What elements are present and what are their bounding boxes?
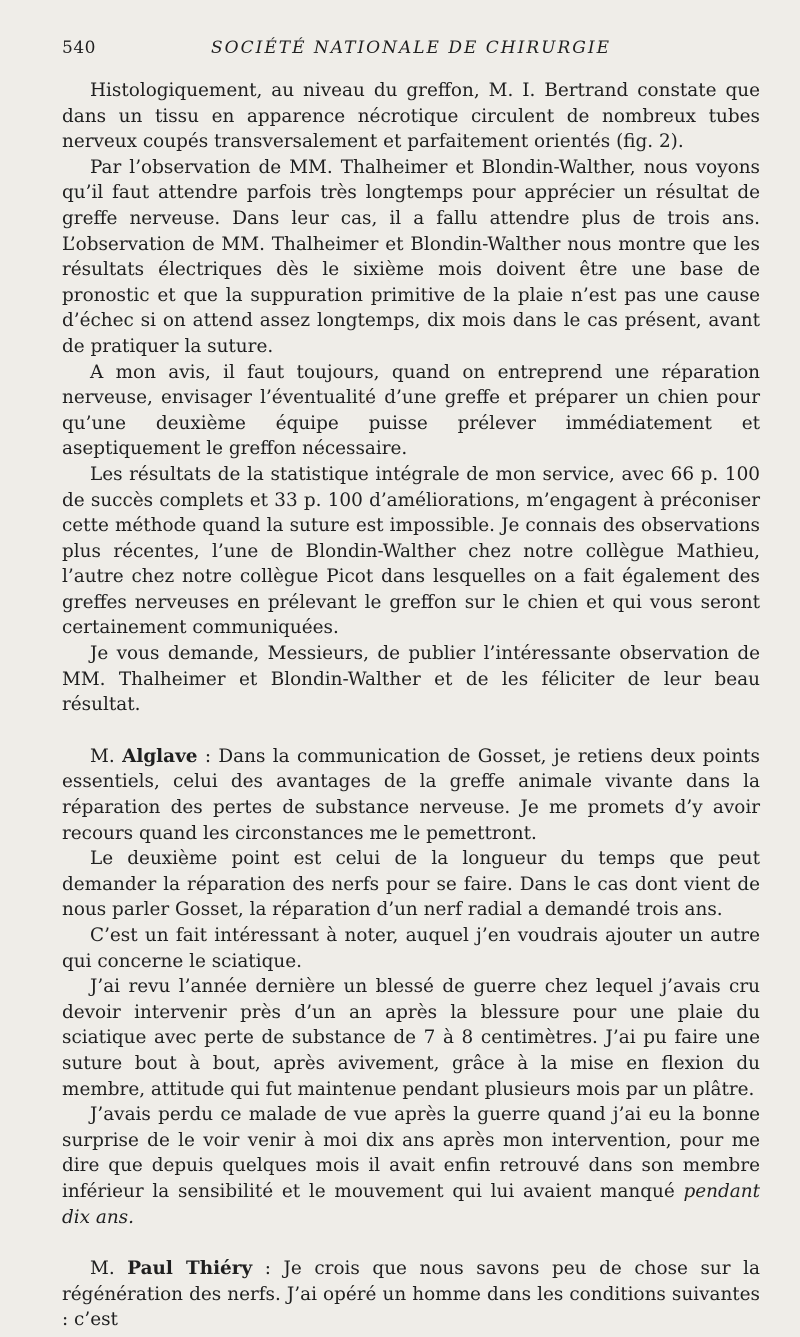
paragraph: Par l’observation de MM. Thalheimer et Blondin-Walther, nous voyons qu’il faut attendre parfois très longtemps pour apprécier un résultat de greffe nerveuse. Dans leur cas, il a fallu attendre plus de trois ans. L’observation de MM. Thalheimer et Blondin-Walther nous montre que les résultats électriques dès le sixième mois doivent être une base de pronostic et que la suppuration primitive de la plaie n’est pas une cause d’échec si on attend assez longtemps, dix mois dans le cas présent, avant de pratiquer la suture.: [62, 156, 760, 357]
page-number: 540: [62, 38, 96, 58]
section-gap: [62, 718, 760, 744]
section-gap: [62, 1230, 760, 1256]
paragraph: [62, 1102, 760, 1230]
speaker-paragraph: [62, 1256, 760, 1333]
paragraph: Les résultats de la statistique intégrale de mon service, avec 66 p. 100 de succès complets et 33 p. 100 d’améliorations, m’engagent à préconiser cette méthode quand la suture est impossible. Je connais des observations plus récentes, l’une de Blondin-Walther chez notre collègue Mathieu, l’autre chez notre collègue Picot dans lesquelles on a fait également des greffes nerveuses en prélevant le greffon sur le chien et qui vous seront certainement communiquées.: [62, 463, 760, 639]
emphasis-text: pendant dix ans.: [62, 1180, 760, 1228]
paragraph-text: J’avais perdu ce malade de vue après la guerre quand j’ai eu la bonne surprise de le voir venir à moi dix ans après mon intervention, pour me dire que depuis quelques mois il avait enfin retrouvé dans son membre inférieur la sensibilité et le mouvement qui lui avaient manqué: [62, 1104, 760, 1202]
speaker-text: : Je crois que nous savons peu de chose sur la régénération des nerfs. J’ai opéré un homme dans les conditions suivantes : c’est: [62, 1258, 760, 1331]
speaker-title: M.: [90, 1258, 128, 1280]
paragraph: Le deuxième point est celui de la longueur du temps que peut demander la réparation des nerfs pour se faire. Dans le cas dont vient de nous parler Gosset, la réparation d’un nerf radial a demandé trois ans.: [62, 848, 760, 921]
paragraph: A mon avis, il faut toujours, quand on entreprend une réparation nerveuse, envisager l’éventualité d’une greffe et préparer un chien pour qu’une deuxième équipe puisse prélever immédiatement et aseptiquement le greffon nécessaire.: [62, 361, 760, 460]
speaker-name: Paul Thiéry: [127, 1258, 253, 1280]
speaker-name: Alglave: [122, 745, 198, 767]
body-text: [62, 78, 760, 1333]
paragraph: Histologiquement, au niveau du greffon, M. I. Bertrand constate que dans un tissu en apparence nécrotique circulent de nombreux tubes nerveux coupés transversalement et parfaitement orientés (fig. 2).: [62, 80, 760, 153]
speaker-title: M.: [90, 745, 123, 767]
page-header: [62, 38, 760, 64]
speaker-text: : Dans la communication de Gosset, je retiens deux points essentiels, celui des avantages de la greffe animale vivante dans la réparation des pertes de substance nerveuse. Je me promets d’y avoir recours quand les circonstances me le pemettront.: [62, 745, 760, 844]
running-title: SOCIÉTÉ NATIONALE DE CHIRURGIE: [211, 38, 611, 58]
speaker-paragraph: [62, 744, 760, 846]
paragraph: J’ai revu l’année dernière un blessé de guerre chez lequel j’avais cru devoir intervenir près d’un an après la blessure pour une plaie du sciatique avec perte de substance de 7 à 8 centimètres. J’ai pu faire une suture bout à bout, après avivement, grâce à la mise en flexion du membre, attitude qui fut maintenue pendant plusieurs mois par un plâtre.: [62, 976, 760, 1100]
paragraph: C’est un fait intéressant à noter, auquel j’en voudrais ajouter un autre qui concerne le sciatique.: [62, 925, 760, 972]
paragraph: Je vous demande, Messieurs, de publier l’intéressante observation de MM. Thalheimer et Blondin-Walther et de les féliciter de leur beau résultat.: [62, 643, 760, 716]
